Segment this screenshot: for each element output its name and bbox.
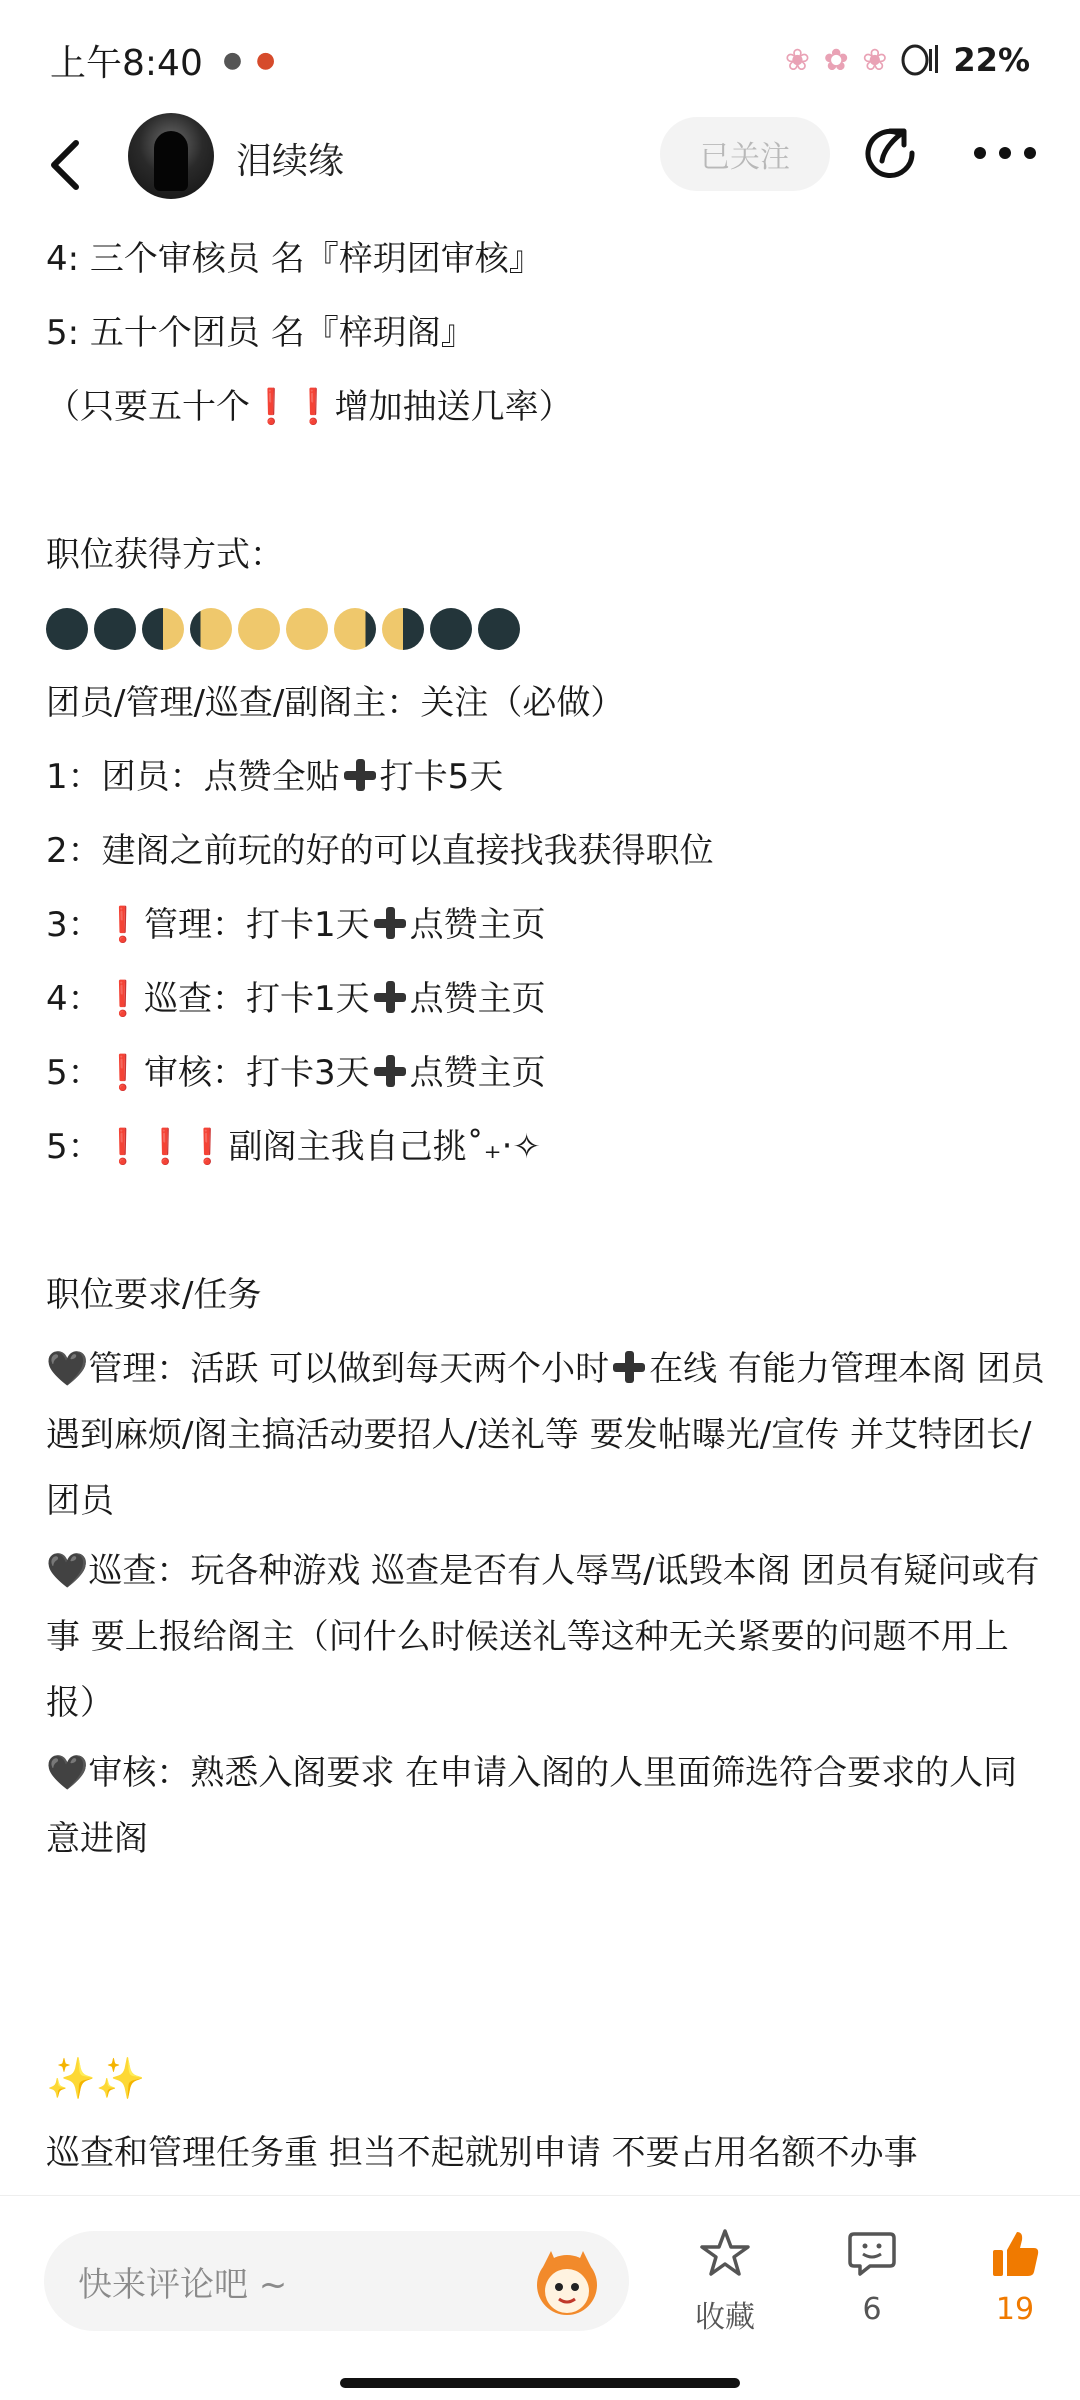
post-line: 5：❗❗❗副阁主我自己挑˚₊‧✧ xyxy=(46,1127,541,1167)
line-text: 4：❗巡查：打卡1天 xyxy=(46,979,370,1019)
like-button[interactable] xyxy=(955,2226,1075,2327)
post-line xyxy=(46,888,1046,962)
new-moon-icon xyxy=(94,608,136,650)
post-header xyxy=(0,105,1080,225)
post-line: 团员/管理/巡查/副阁主：关注（必做） xyxy=(46,683,625,723)
line-text: 🖤管理：活跃 可以做到每天两个小时 xyxy=(46,1349,610,1389)
line-text: 5：❗审核：打卡3天 xyxy=(46,1053,370,1093)
line-text: 点赞主页 xyxy=(409,1053,546,1093)
status-time: 上午8:40 xyxy=(50,42,203,84)
first-quarter-moon-icon xyxy=(142,608,184,650)
plus-icon xyxy=(342,757,378,793)
battery-level: 22% xyxy=(953,41,1030,79)
new-moon-icon xyxy=(478,608,520,650)
status-right xyxy=(785,41,1030,79)
notification-icon: ● xyxy=(256,47,276,73)
post-line: （只要五十个❗❗增加抽送几率） xyxy=(46,387,573,427)
plus-icon xyxy=(611,1349,647,1385)
avatar[interactable] xyxy=(128,113,214,199)
post-line: 4: 三个审核员 名『梓玥团审核』 xyxy=(46,239,543,279)
comment-count: 6 xyxy=(862,2292,882,2327)
star-icon xyxy=(697,2226,753,2282)
back-icon[interactable] xyxy=(40,133,96,197)
waning-gibbous-moon-icon xyxy=(334,608,376,650)
notification-icon: ● xyxy=(222,47,243,73)
post-line xyxy=(46,962,1046,1036)
new-moon-icon xyxy=(430,608,472,650)
line-text: 打卡5天 xyxy=(379,757,504,797)
status-bar xyxy=(0,0,1080,120)
requirement-patrol: 🖤巡查：玩各种游戏 巡查是否有人辱骂/诋毁本阁 团员有疑问或有事 要上报给阁主（问什么时候送礼等这种无关紧要的问题不用上报） xyxy=(46,1551,1040,1723)
home-indicator[interactable] xyxy=(340,2378,740,2388)
collect-button[interactable] xyxy=(665,2226,785,2336)
last-quarter-moon-icon xyxy=(382,608,424,650)
username[interactable]: 泪续缘 xyxy=(236,141,345,182)
like-count: 19 xyxy=(995,2292,1035,2327)
section-title: 职位要求/任务 xyxy=(46,1275,262,1315)
section-title: 职位获得方式： xyxy=(46,535,284,575)
post-line: 2：建阁之前玩的好的可以直接找我获得职位 xyxy=(46,831,714,871)
comment-button[interactable] xyxy=(812,2226,932,2327)
signal-icon xyxy=(901,43,941,77)
sparkles-icon: ✨✨ xyxy=(46,2056,146,2102)
plus-icon xyxy=(372,905,408,941)
post-line xyxy=(46,740,1046,814)
final-note: 巡查和管理任务重 担当不起就别申请 不要占用名额不办事 xyxy=(46,2133,918,2173)
sticker-icons: ❀ ✿ ❀ xyxy=(784,42,890,78)
requirement-manage xyxy=(46,1336,1046,1534)
post-line: 5: 五十个团员 名『梓玥阁』 xyxy=(46,313,475,353)
more-icon[interactable] xyxy=(970,135,1040,171)
waxing-gibbous-moon-icon xyxy=(190,608,232,650)
line-text: 3：❗管理：打卡1天 xyxy=(46,905,370,945)
collect-label: 收藏 xyxy=(695,2300,755,2335)
bottom-action-bar xyxy=(0,2195,1080,2400)
plus-icon xyxy=(372,979,408,1015)
follow-button[interactable]: 已关注 xyxy=(660,117,830,191)
line-text: 点赞主页 xyxy=(409,979,546,1019)
share-icon[interactable] xyxy=(860,123,922,185)
notification-icons xyxy=(223,48,275,73)
line-text: 点赞主页 xyxy=(409,905,546,945)
line-text: 1：团员：点赞全贴 xyxy=(46,757,340,797)
comment-placeholder: 快来评论吧 ~ xyxy=(78,2264,288,2305)
post-content xyxy=(46,222,1046,2186)
line-text: 在线 有能力管理本阁 团员遇到麻烦/阁主搞活动要招人/送礼等 要发帖曝光/宣传 并艾特团长/团员 xyxy=(46,1349,1045,1521)
full-moon-icon xyxy=(286,608,328,650)
comment-input[interactable] xyxy=(44,2231,629,2331)
thumbs-up-icon xyxy=(987,2226,1043,2282)
full-moon-icon xyxy=(238,608,280,650)
mascot-icon[interactable] xyxy=(527,2241,607,2321)
requirement-review: 🖤审核：熟悉入阁要求 在申请入阁的人里面筛选符合要求的人同意进阁 xyxy=(46,1753,1018,1859)
moon-phase-icons xyxy=(46,592,1046,666)
post-line xyxy=(46,1036,1046,1110)
comment-icon xyxy=(844,2226,900,2282)
plus-icon xyxy=(372,1053,408,1089)
new-moon-icon xyxy=(46,608,88,650)
